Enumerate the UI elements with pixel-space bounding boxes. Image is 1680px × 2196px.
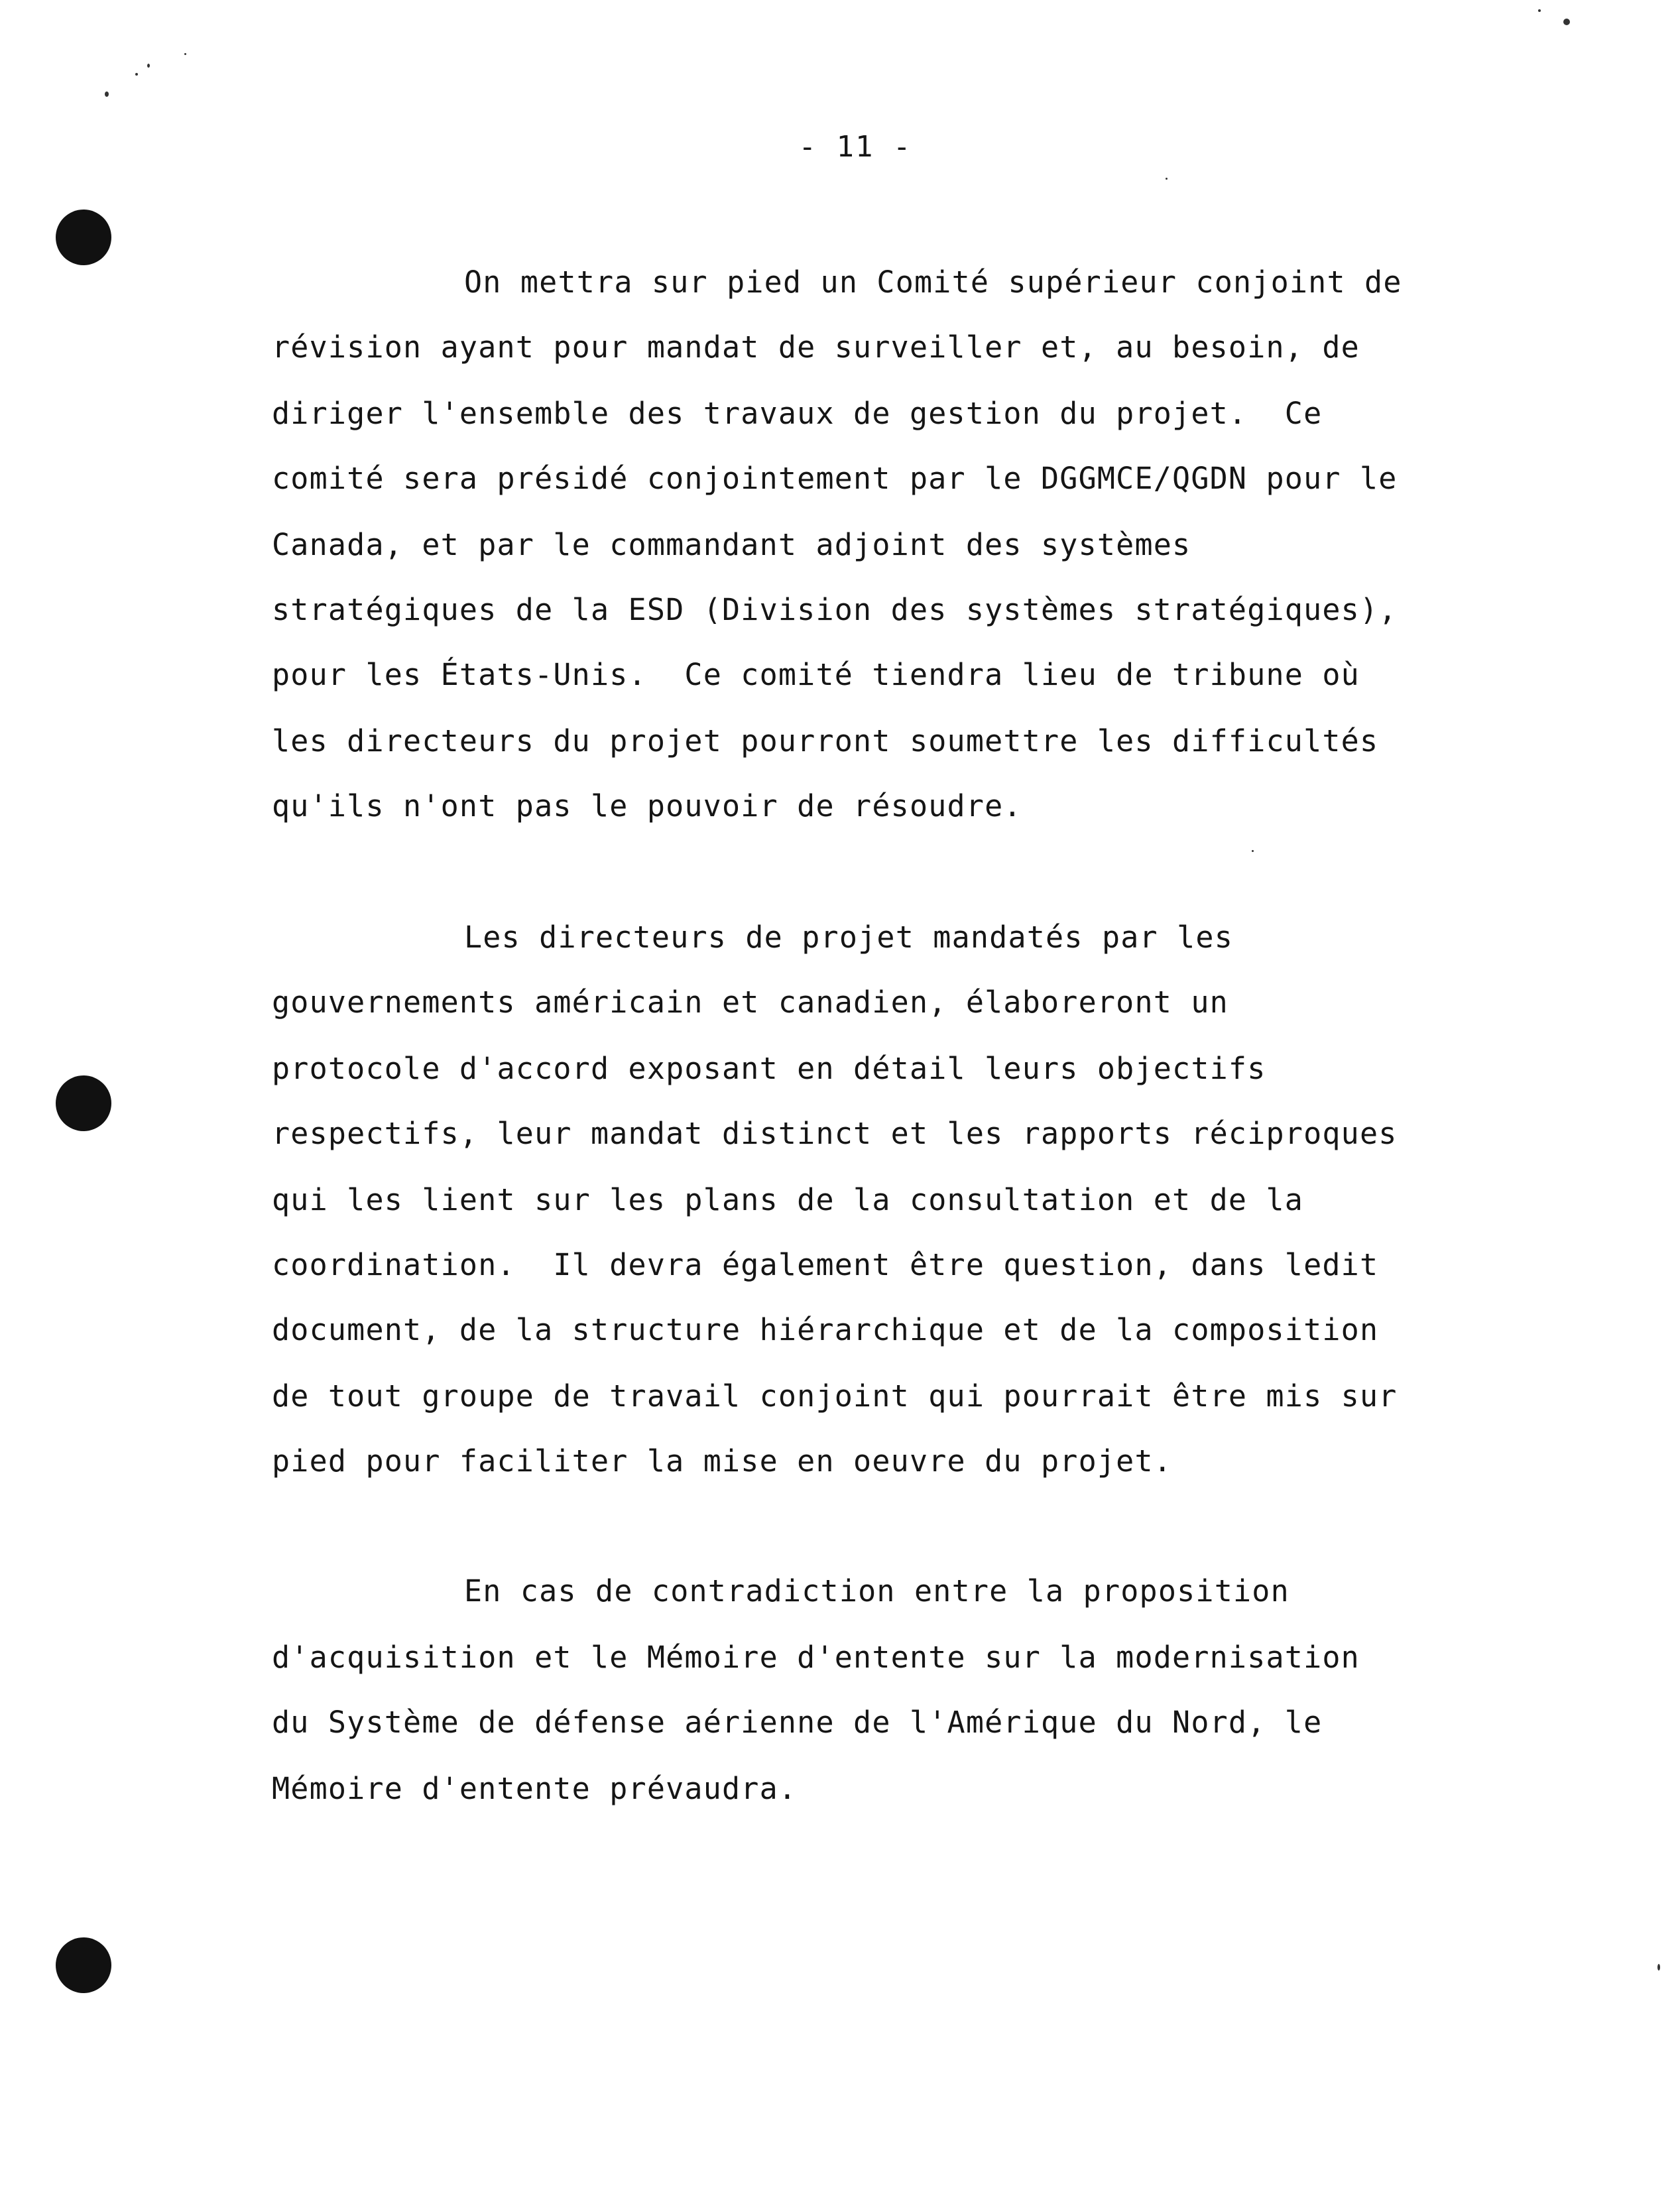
scan-speck	[1166, 178, 1168, 180]
text-line: pour les États-Unis. Ce comité tiendra lieu de tribune où	[272, 657, 1360, 692]
scan-speck	[135, 73, 138, 76]
text-line: qu'ils n'ont pas le pouvoir de résoudre.	[272, 788, 1022, 823]
text-line: En cas de contradiction entre la proposition	[464, 1573, 1290, 1609]
scan-speck	[1538, 9, 1541, 12]
text-line: coordination. Il devra également être question, dans ledit	[272, 1247, 1379, 1282]
text-line: Mémoire d'entente prévaudra.	[272, 1771, 798, 1806]
text-line: pied pour faciliter la mise en oeuvre du projet.	[272, 1443, 1173, 1479]
page-number: - 11 -	[798, 130, 912, 164]
text-line: comité sera présidé conjointement par le DGGMCE/QGDN pour le	[272, 461, 1398, 496]
text-line: document, de la structure hiérarchique et de la composition	[272, 1312, 1379, 1347]
scan-speck	[105, 91, 109, 97]
punch-hole-bottom	[56, 1937, 111, 1993]
scan-speck	[1657, 1964, 1660, 1971]
text-line: gouvernements américain et canadien, élaboreront un	[272, 985, 1229, 1020]
text-line: Canada, et par le commandant adjoint des systèmes	[272, 527, 1191, 562]
text-line: respectifs, leur mandat distinct et les rapports réciproques	[272, 1116, 1398, 1151]
text-line: révision ayant pour mandat de surveiller et, au besoin, de	[272, 330, 1360, 365]
scan-speck	[147, 64, 150, 68]
punch-hole-middle	[56, 1075, 111, 1131]
text-line: stratégiques de la ESD (Division des systèmes stratégiques),	[272, 592, 1398, 627]
text-line: diriger l'ensemble des travaux de gestion du projet. Ce	[272, 396, 1323, 431]
text-line: qui les lient sur les plans de la consultation et de la	[272, 1182, 1304, 1217]
text-line: du Système de défense aérienne de l'Amérique du Nord, le	[272, 1705, 1323, 1740]
scan-speck	[184, 53, 186, 55]
scan-speck	[1252, 850, 1254, 852]
text-line: les directeurs du projet pourront soumettre les difficultés	[272, 723, 1379, 759]
text-line: d'acquisition et le Mémoire d'entente sur la modernisation	[272, 1640, 1360, 1675]
text-line: On mettra sur pied un Comité supérieur conjoint de	[464, 265, 1402, 300]
text-line: Les directeurs de projet mandatés par les	[464, 920, 1233, 955]
text-line: de tout groupe de travail conjoint qui pourrait être mis sur	[272, 1378, 1398, 1414]
text-line: protocole d'accord exposant en détail leurs objectifs	[272, 1051, 1266, 1086]
scan-speck	[1563, 19, 1570, 25]
punch-hole-top	[56, 210, 111, 265]
